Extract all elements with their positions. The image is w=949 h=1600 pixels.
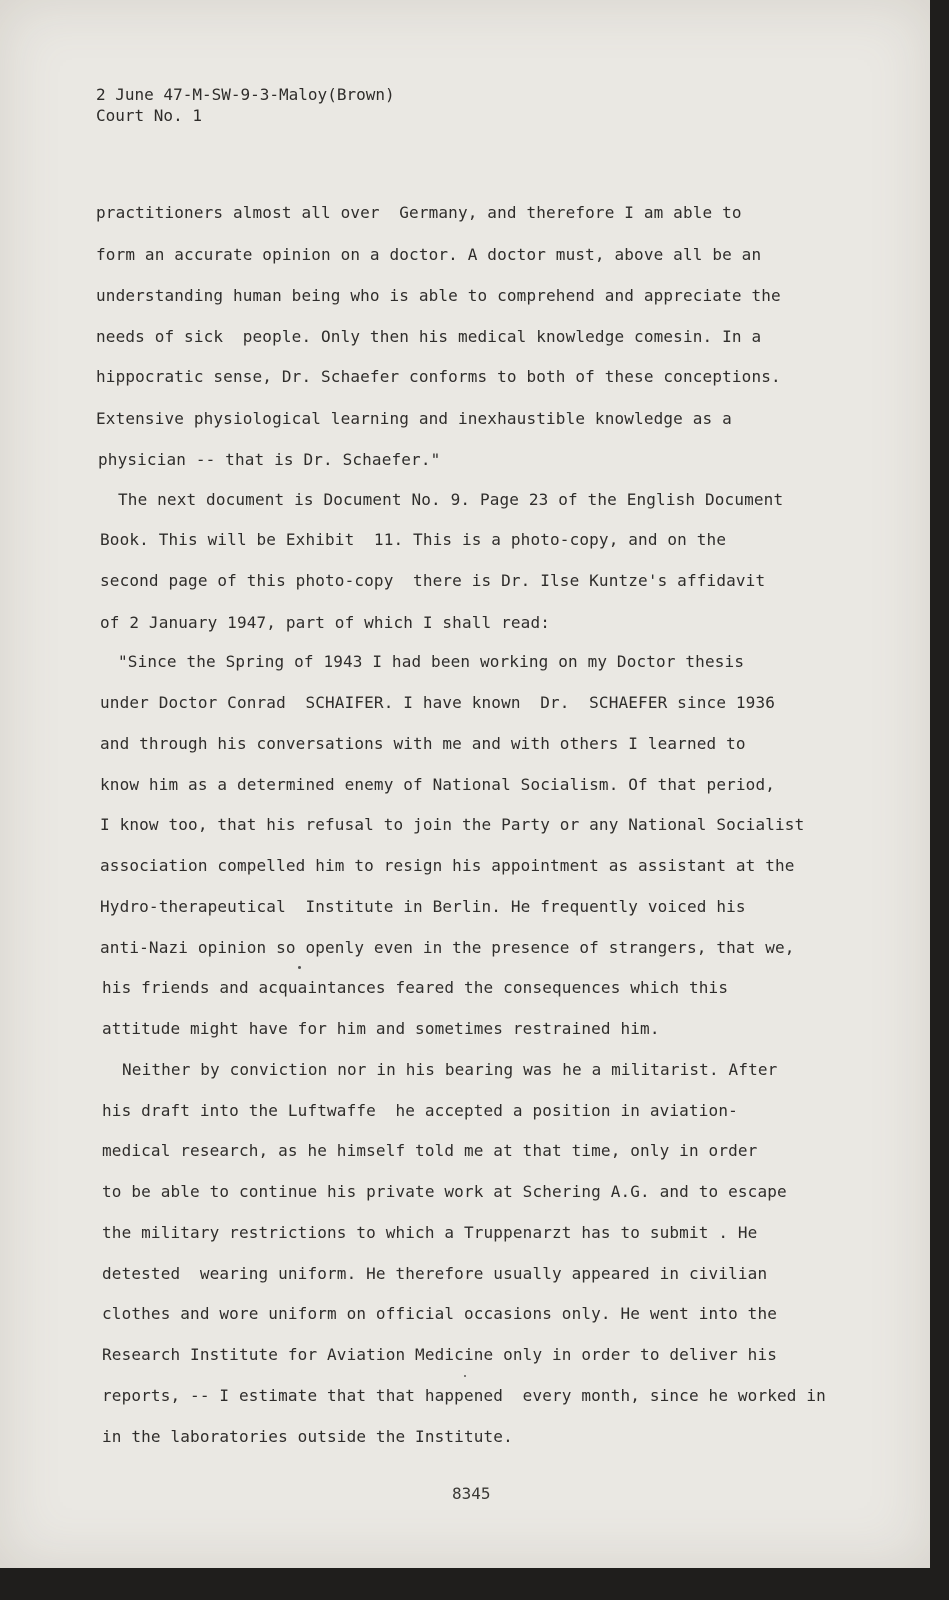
- page-number: 8345: [452, 1484, 491, 1503]
- text-line-24: medical research, as he himself told me at that time, only in order: [102, 1141, 758, 1160]
- document-reference: 2 June 47-M-SW-9-3-Maloy(Brown): [96, 85, 395, 104]
- text-line-30: reports, -- I estimate that that happened every month, since he worked in: [102, 1386, 826, 1405]
- text-line-2: form an accurate opinion on a doctor. A doctor must, above all be an: [96, 245, 762, 264]
- text-line-3: understanding human being who is able to comprehend and appreciate the: [96, 286, 781, 305]
- text-line-22: Neither by conviction nor in his bearing was he a militarist. After: [122, 1060, 778, 1079]
- scan-border-right: [930, 0, 949, 1600]
- text-line-7: physician -- that is Dr. Schaefer.": [98, 450, 441, 469]
- text-line-26: the military restrictions to which a Truppenarzt has to submit . He: [102, 1223, 758, 1242]
- text-line-5: hippocratic sense, Dr. Schaefer conforms to both of these conceptions.: [96, 367, 781, 386]
- text-line-9: Book. This will be Exhibit 11. This is a photo-copy, and on the: [100, 530, 727, 549]
- text-line-17: association compelled him to resign his appointment as assistant at the: [100, 856, 795, 875]
- court-number: Court No. 1: [96, 106, 202, 125]
- text-line-25: to be able to continue his private work at Schering A.G. and to escape: [102, 1182, 787, 1201]
- text-line-14: and through his conversations with me and with others I learned to: [100, 734, 746, 753]
- ink-speck: [464, 1375, 466, 1377]
- text-line-29: Research Institute for Aviation Medicine only in order to deliver his: [102, 1345, 778, 1364]
- text-line-12: "Since the Spring of 1943 I had been working on my Doctor thesis: [118, 652, 745, 671]
- text-line-20: his friends and acquaintances feared the consequences which this: [102, 978, 729, 997]
- text-line-6: Extensive physiological learning and inexhaustible knowledge as a: [96, 409, 732, 428]
- text-line-1: practitioners almost all over Germany, and therefore I am able to: [96, 203, 742, 222]
- scan-border-bottom: [0, 1568, 949, 1600]
- text-line-18: Hydro-therapeutical Institute in Berlin. He frequently voiced his: [100, 897, 746, 916]
- text-line-10: second page of this photo-copy there is Dr. Ilse Kuntze's affidavit: [100, 571, 766, 590]
- text-line-27: detested wearing uniform. He therefore usually appeared in civilian: [102, 1264, 768, 1283]
- text-line-4: needs of sick people. Only then his medical knowledge comesin. In a: [96, 327, 762, 346]
- ink-speck: [298, 966, 301, 969]
- text-line-16: I know too, that his refusal to join the Party or any National Socialist: [100, 815, 805, 834]
- document-header: [96, 84, 395, 126]
- text-line-8: The next document is Document No. 9. Page 23 of the English Document: [118, 490, 784, 509]
- text-line-13: under Doctor Conrad SCHAIFER. I have known Dr. SCHAEFER since 1936: [100, 693, 776, 712]
- text-line-21: attitude might have for him and sometimes restrained him.: [102, 1019, 660, 1038]
- text-line-28: clothes and wore uniform on official occasions only. He went into the: [102, 1304, 778, 1323]
- text-line-23: his draft into the Luftwaffe he accepted a position in aviation-: [102, 1101, 738, 1120]
- text-line-19: anti-Nazi opinion so openly even in the presence of strangers, that we,: [100, 938, 795, 957]
- text-line-15: know him as a determined enemy of National Socialism. Of that period,: [100, 775, 776, 794]
- text-line-31: in the laboratories outside the Institute.: [102, 1427, 513, 1446]
- text-line-11: of 2 January 1947, part of which I shall read:: [100, 613, 551, 632]
